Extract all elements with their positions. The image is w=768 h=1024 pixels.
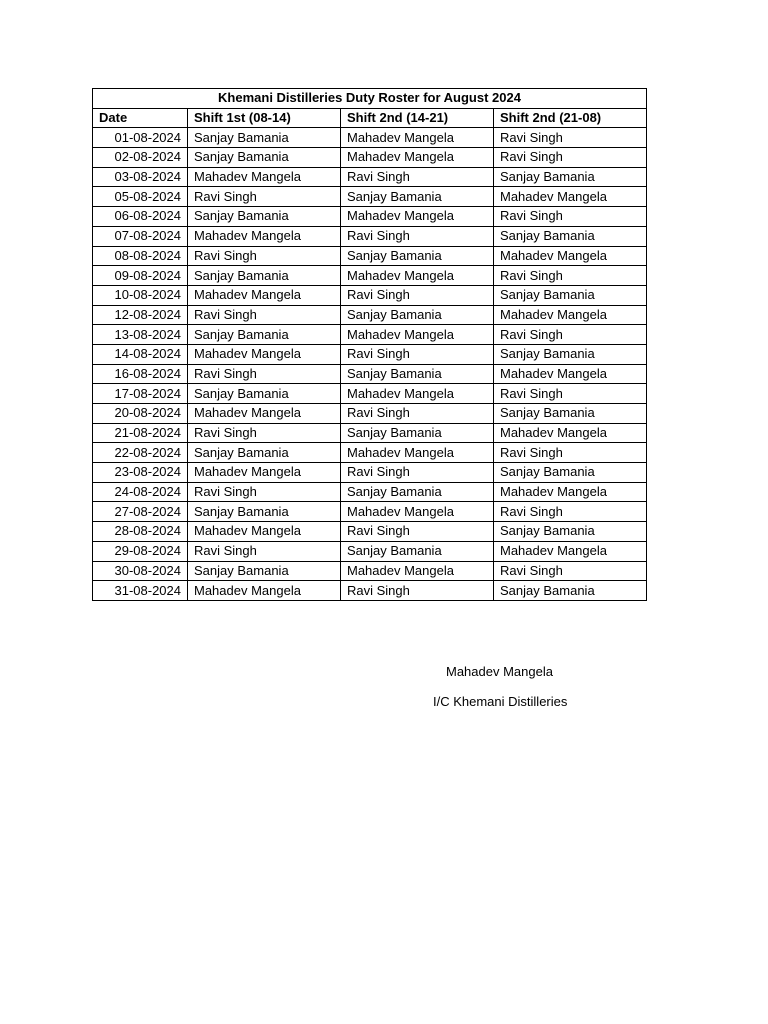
table-row — [93, 384, 647, 404]
shift-2-cell: Mahadev Mangela — [341, 207, 494, 227]
duty-roster-table — [92, 88, 647, 601]
shift-3-cell: Mahadev Mangela — [494, 482, 647, 502]
shift-3-cell: Mahadev Mangela — [494, 246, 647, 266]
shift-1-cell: Ravi Singh — [188, 364, 341, 384]
shift-2-cell: Sanjay Bamania — [341, 541, 494, 561]
shift-3-cell: Ravi Singh — [494, 266, 647, 286]
date-cell: 05-08-2024 — [93, 187, 188, 207]
date-cell: 09-08-2024 — [93, 266, 188, 286]
date-cell: 17-08-2024 — [93, 384, 188, 404]
signatory-designation: I/C Khemani Distilleries — [433, 694, 568, 709]
shift-2-cell: Ravi Singh — [341, 522, 494, 542]
table-row — [93, 305, 647, 325]
shift-1-cell: Sanjay Bamania — [188, 148, 341, 168]
table-row — [93, 541, 647, 561]
table-row — [93, 364, 647, 384]
shift-2-cell: Mahadev Mangela — [341, 502, 494, 522]
date-cell: 29-08-2024 — [93, 541, 188, 561]
shift-1-cell: Ravi Singh — [188, 423, 341, 443]
table-row — [93, 187, 647, 207]
table-row — [93, 128, 647, 148]
shift-3-cell: Sanjay Bamania — [494, 581, 647, 601]
date-cell: 03-08-2024 — [93, 167, 188, 187]
date-cell: 27-08-2024 — [93, 502, 188, 522]
date-cell: 24-08-2024 — [93, 482, 188, 502]
shift-3-cell: Sanjay Bamania — [494, 285, 647, 305]
shift-3-cell: Ravi Singh — [494, 502, 647, 522]
shift-3-cell: Ravi Singh — [494, 207, 647, 227]
shift-3-cell: Sanjay Bamania — [494, 522, 647, 542]
shift-2-cell: Ravi Singh — [341, 344, 494, 364]
column-header-shift-1: Shift 1st (08-14) — [188, 108, 341, 128]
shift-3-cell: Sanjay Bamania — [494, 167, 647, 187]
table-row — [93, 482, 647, 502]
shift-1-cell: Sanjay Bamania — [188, 325, 341, 345]
date-cell: 21-08-2024 — [93, 423, 188, 443]
date-cell: 20-08-2024 — [93, 404, 188, 424]
column-header-shift-2: Shift 2nd (14-21) — [341, 108, 494, 128]
shift-2-cell: Mahadev Mangela — [341, 266, 494, 286]
date-cell: 06-08-2024 — [93, 207, 188, 227]
roster-header — [93, 89, 647, 128]
shift-2-cell: Ravi Singh — [341, 581, 494, 601]
shift-1-cell: Ravi Singh — [188, 246, 341, 266]
table-row — [93, 325, 647, 345]
roster-title: Khemani Distilleries Duty Roster for August 2024 — [93, 89, 647, 109]
table-row — [93, 148, 647, 168]
table-row — [93, 423, 647, 443]
shift-1-cell: Ravi Singh — [188, 541, 341, 561]
date-cell: 12-08-2024 — [93, 305, 188, 325]
date-cell: 31-08-2024 — [93, 581, 188, 601]
shift-1-cell: Ravi Singh — [188, 482, 341, 502]
shift-2-cell: Sanjay Bamania — [341, 246, 494, 266]
table-row — [93, 581, 647, 601]
shift-3-cell: Mahadev Mangela — [494, 423, 647, 443]
shift-3-cell: Sanjay Bamania — [494, 463, 647, 483]
table-row — [93, 266, 647, 286]
shift-2-cell: Sanjay Bamania — [341, 482, 494, 502]
column-header-row — [93, 108, 647, 128]
table-row — [93, 561, 647, 581]
date-cell: 16-08-2024 — [93, 364, 188, 384]
shift-1-cell: Mahadev Mangela — [188, 581, 341, 601]
shift-3-cell: Ravi Singh — [494, 443, 647, 463]
date-cell: 28-08-2024 — [93, 522, 188, 542]
shift-2-cell: Sanjay Bamania — [341, 364, 494, 384]
shift-3-cell: Ravi Singh — [494, 148, 647, 168]
date-cell: 14-08-2024 — [93, 344, 188, 364]
shift-2-cell: Mahadev Mangela — [341, 325, 494, 345]
shift-3-cell: Sanjay Bamania — [494, 226, 647, 246]
shift-1-cell: Ravi Singh — [188, 305, 341, 325]
date-cell: 10-08-2024 — [93, 285, 188, 305]
date-cell: 22-08-2024 — [93, 443, 188, 463]
shift-2-cell: Mahadev Mangela — [341, 128, 494, 148]
shift-2-cell: Mahadev Mangela — [341, 384, 494, 404]
shift-2-cell: Ravi Singh — [341, 167, 494, 187]
table-row — [93, 285, 647, 305]
shift-3-cell: Mahadev Mangela — [494, 541, 647, 561]
shift-1-cell: Mahadev Mangela — [188, 285, 341, 305]
table-row — [93, 463, 647, 483]
shift-1-cell: Mahadev Mangela — [188, 344, 341, 364]
shift-3-cell: Sanjay Bamania — [494, 344, 647, 364]
shift-1-cell: Sanjay Bamania — [188, 207, 341, 227]
shift-1-cell: Sanjay Bamania — [188, 561, 341, 581]
shift-2-cell: Mahadev Mangela — [341, 561, 494, 581]
date-cell: 30-08-2024 — [93, 561, 188, 581]
shift-1-cell: Mahadev Mangela — [188, 463, 341, 483]
shift-3-cell: Ravi Singh — [494, 384, 647, 404]
title-row — [93, 89, 647, 109]
shift-2-cell: Sanjay Bamania — [341, 305, 494, 325]
shift-2-cell: Sanjay Bamania — [341, 423, 494, 443]
date-cell: 13-08-2024 — [93, 325, 188, 345]
table-row — [93, 226, 647, 246]
column-header-date: Date — [93, 108, 188, 128]
date-cell: 02-08-2024 — [93, 148, 188, 168]
date-cell: 23-08-2024 — [93, 463, 188, 483]
shift-1-cell: Ravi Singh — [188, 187, 341, 207]
shift-3-cell: Mahadev Mangela — [494, 364, 647, 384]
column-header-shift-3: Shift 2nd (21-08) — [494, 108, 647, 128]
shift-1-cell: Mahadev Mangela — [188, 226, 341, 246]
signatory-name: Mahadev Mangela — [446, 664, 553, 679]
shift-2-cell: Sanjay Bamania — [341, 187, 494, 207]
shift-1-cell: Sanjay Bamania — [188, 443, 341, 463]
date-cell: 01-08-2024 — [93, 128, 188, 148]
shift-2-cell: Mahadev Mangela — [341, 443, 494, 463]
table-row — [93, 443, 647, 463]
table-row — [93, 344, 647, 364]
shift-2-cell: Ravi Singh — [341, 463, 494, 483]
shift-3-cell: Ravi Singh — [494, 128, 647, 148]
shift-3-cell: Ravi Singh — [494, 325, 647, 345]
table-row — [93, 522, 647, 542]
shift-1-cell: Sanjay Bamania — [188, 502, 341, 522]
date-cell: 07-08-2024 — [93, 226, 188, 246]
shift-1-cell: Mahadev Mangela — [188, 522, 341, 542]
shift-3-cell: Ravi Singh — [494, 561, 647, 581]
shift-3-cell: Sanjay Bamania — [494, 404, 647, 424]
shift-1-cell: Sanjay Bamania — [188, 384, 341, 404]
shift-3-cell: Mahadev Mangela — [494, 187, 647, 207]
shift-2-cell: Ravi Singh — [341, 404, 494, 424]
shift-1-cell: Sanjay Bamania — [188, 266, 341, 286]
table-row — [93, 207, 647, 227]
table-row — [93, 167, 647, 187]
shift-1-cell: Mahadev Mangela — [188, 167, 341, 187]
shift-3-cell: Mahadev Mangela — [494, 305, 647, 325]
shift-2-cell: Mahadev Mangela — [341, 148, 494, 168]
shift-2-cell: Ravi Singh — [341, 226, 494, 246]
shift-2-cell: Ravi Singh — [341, 285, 494, 305]
table-row — [93, 246, 647, 266]
date-cell: 08-08-2024 — [93, 246, 188, 266]
shift-1-cell: Sanjay Bamania — [188, 128, 341, 148]
table-row — [93, 502, 647, 522]
shift-1-cell: Mahadev Mangela — [188, 404, 341, 424]
roster-body — [93, 128, 647, 601]
table-row — [93, 404, 647, 424]
